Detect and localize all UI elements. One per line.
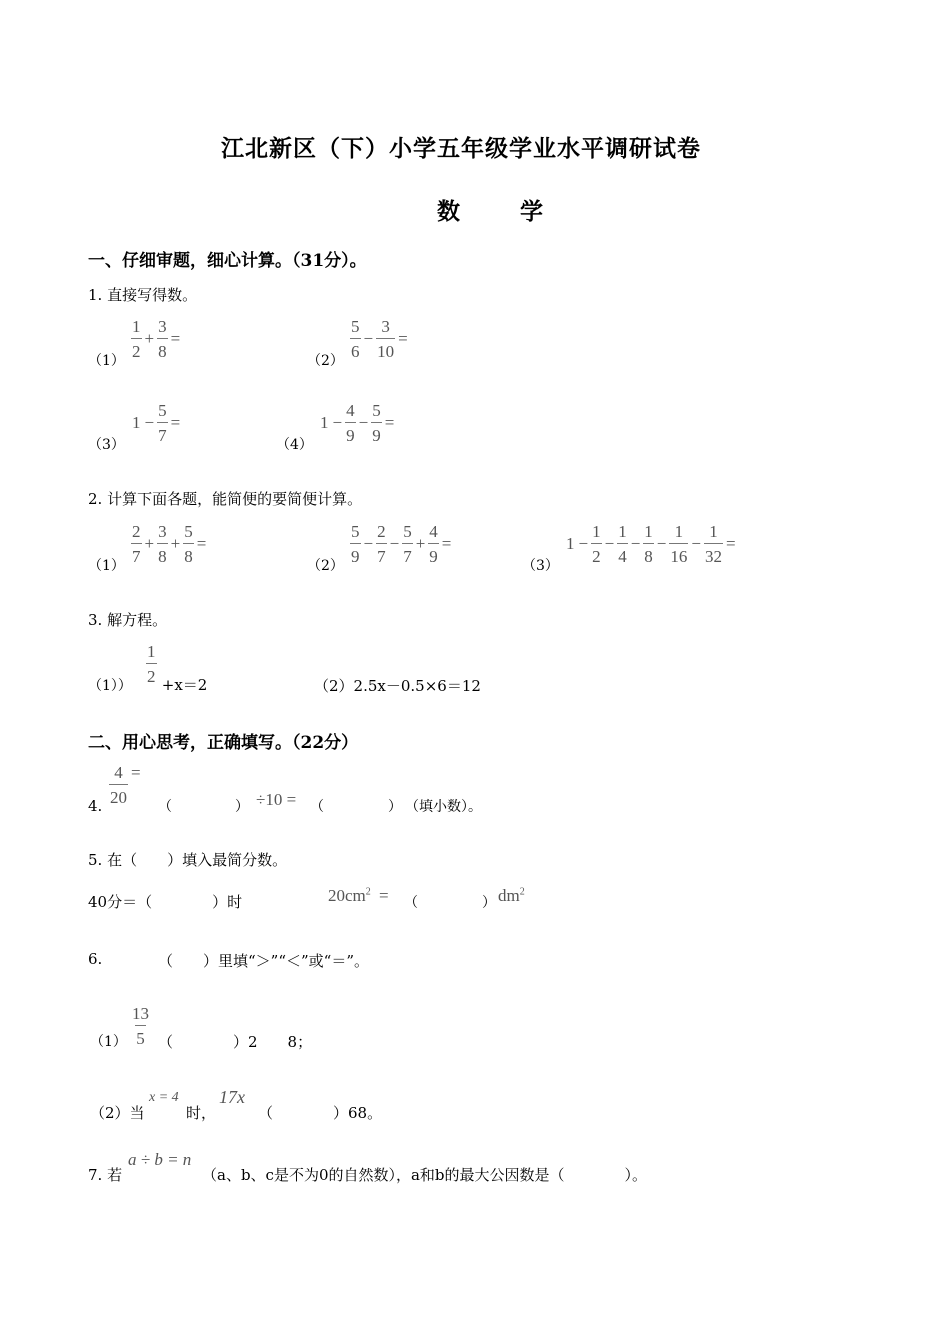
item-label: （2） xyxy=(307,352,344,369)
q2-item-3: （3） 1 − $\frac{1}{2}$ − $\frac{1}{4}$ − $\frac{1}{8}$ − $\frac{1}{16}$ − $\frac{1}{32}$ = xyxy=(522,522,736,574)
numerator: 3 xyxy=(381,317,390,336)
q4-blank-1-close: ） xyxy=(235,799,249,815)
item-label: （1）） xyxy=(88,677,132,694)
item-label: （3） xyxy=(522,557,559,574)
q2-prompt: 2. 计算下面各题，能简便的要简便计算。 xyxy=(88,490,363,508)
q6-prompt: （ ）里填“＞”“＜”或“＝”。 xyxy=(158,952,370,970)
numerator: 1 xyxy=(644,522,653,541)
denominator: 16 xyxy=(669,543,688,565)
whole-number: 1 xyxy=(320,413,329,432)
paper-title: 江北新区（下）小学五年级学业水平调研试卷 xyxy=(221,135,701,162)
q4-fraction xyxy=(108,764,143,806)
denominator: 9 xyxy=(345,422,356,444)
numerator: 5 xyxy=(403,522,412,541)
q2-item-2: （2） $\frac{5}{9}$ − $\frac{2}{7}$ − $\frac{5}{7}$ + $\frac{4}{9}$ = xyxy=(307,522,452,574)
q4-blank-2-close: ） xyxy=(388,799,402,815)
q4-blank-1-open: （ xyxy=(158,799,172,815)
item-label: （3） xyxy=(88,436,125,453)
denominator: 8 xyxy=(643,543,654,565)
numerator: 5 xyxy=(351,317,360,336)
superscript: 2 xyxy=(365,886,371,898)
superscript: 2 xyxy=(519,886,525,898)
q4-tail: （填小数）。 xyxy=(405,799,482,815)
numerator: 3 xyxy=(158,317,167,336)
q4-number: 4. xyxy=(88,797,103,815)
q7-rest: （a、b、c是不为0的自然数），a和b的最大公因数是（ ）。 xyxy=(202,1166,648,1184)
q4-blank-2-open: （ xyxy=(310,799,324,815)
q6-label-2: （2）当 xyxy=(90,1104,145,1122)
item-label: （4） xyxy=(276,436,313,453)
q3-equation-2: （2）2.5x－0.5×6＝12 xyxy=(314,677,481,695)
denominator: 8 xyxy=(157,338,168,360)
denominator: 9 xyxy=(350,543,361,565)
q6-fraction xyxy=(130,1005,151,1047)
denominator: 6 xyxy=(350,338,361,360)
q6-number: 6. xyxy=(88,950,103,968)
numerator: 1 xyxy=(592,522,601,541)
q5-blank-close: ） xyxy=(482,895,496,911)
q1-prompt: 1. 直接写得数。 xyxy=(88,286,198,304)
whole-number: 1 xyxy=(132,413,141,432)
numerator: 2 xyxy=(132,522,141,541)
q7-expression: a ÷ b = n xyxy=(128,1150,192,1169)
denominator: 8 xyxy=(183,543,194,565)
q5-left: 40分＝（ ）时 xyxy=(88,893,243,911)
q5-prompt: 5. 在（ ）填入最简分数。 xyxy=(88,851,288,869)
numerator: 2 xyxy=(377,522,386,541)
q5-area xyxy=(328,886,389,906)
item-label: （1） xyxy=(88,352,125,369)
q6-expression: 17x xyxy=(219,1087,245,1107)
denominator: 9 xyxy=(428,543,439,565)
q2-item-1: （1） $\frac{2}{7}$ + $\frac{3}{8}$ + $\frac{5}{8}$ = xyxy=(88,522,207,574)
q6-condition: x = 4 xyxy=(149,1090,179,1105)
whole-number: 1 xyxy=(566,534,575,553)
section1-heading: 一、仔细审题，细心计算。（31分）。 xyxy=(88,251,367,271)
q6-item-2-rest: （ ）68。 xyxy=(258,1104,383,1122)
equation-rest: +x＝2 xyxy=(161,675,208,694)
q5-blank-open: （ xyxy=(404,895,418,911)
denominator: 7 xyxy=(131,543,142,565)
q3-prompt: 3. 解方程。 xyxy=(88,611,168,629)
numerator: 5 xyxy=(158,401,167,420)
q6-item-1-rest: （ ）2 8； xyxy=(158,1033,313,1051)
q6-label-1: （1） xyxy=(90,1034,127,1050)
unit-cm: 20cm xyxy=(328,886,366,905)
denominator: 2 xyxy=(146,663,157,685)
numerator: 1 xyxy=(147,642,156,661)
q1-item-2: （2） $\frac{5}{6}$ − $\frac{3}{10}$ = xyxy=(307,317,408,369)
denominator: 4 xyxy=(617,543,628,565)
numerator: 5 xyxy=(351,522,360,541)
q7-number: 7. 若 xyxy=(88,1166,123,1184)
numerator: 1 xyxy=(709,522,718,541)
unit-dm: dm xyxy=(498,886,520,905)
numerator: 1 xyxy=(132,317,141,336)
q3-equation-1 xyxy=(88,642,208,694)
numerator: 4 xyxy=(346,401,355,420)
denominator: 8 xyxy=(157,543,168,565)
denominator: 7 xyxy=(402,543,413,565)
numerator: 4 xyxy=(429,522,438,541)
numerator: 13 xyxy=(132,1004,149,1023)
numerator: 3 xyxy=(158,522,167,541)
q1-item-1: （1） $\frac{1}{2}$ + $\frac{3}{8}$ = xyxy=(88,317,181,369)
section2-heading: 二、用心思考，正确填写。（22分） xyxy=(88,733,359,753)
denominator: 10 xyxy=(376,338,395,360)
numerator: 5 xyxy=(372,401,381,420)
q4-divide: ÷10 = xyxy=(256,790,297,809)
item-label: （1） xyxy=(88,557,125,574)
q5-unit-dm xyxy=(498,886,525,906)
numerator: 5 xyxy=(184,522,193,541)
equals-sign: = xyxy=(131,763,141,782)
numerator: 4 xyxy=(114,763,123,782)
q6-shi: 时， xyxy=(186,1104,217,1122)
equals-sign: = xyxy=(379,886,389,905)
q1-item-3: （3） 1 − $\frac{5}{7}$ = xyxy=(88,401,181,453)
numerator: 1 xyxy=(674,522,684,541)
denominator: 2 xyxy=(591,543,602,565)
paper-subtitle: 数 学 xyxy=(437,198,570,225)
denominator: 7 xyxy=(376,543,387,565)
numerator: 1 xyxy=(618,522,627,541)
denominator: 7 xyxy=(157,422,168,444)
denominator: 2 xyxy=(131,338,142,360)
item-label: （2） xyxy=(307,557,344,574)
denominator: 20 xyxy=(109,784,128,806)
denominator: 32 xyxy=(704,543,723,565)
denominator: 5 xyxy=(135,1025,146,1047)
denominator: 9 xyxy=(371,422,382,444)
q1-item-4: （4） 1 − $\frac{4}{9}$ − $\frac{5}{9}$ = xyxy=(276,401,395,453)
